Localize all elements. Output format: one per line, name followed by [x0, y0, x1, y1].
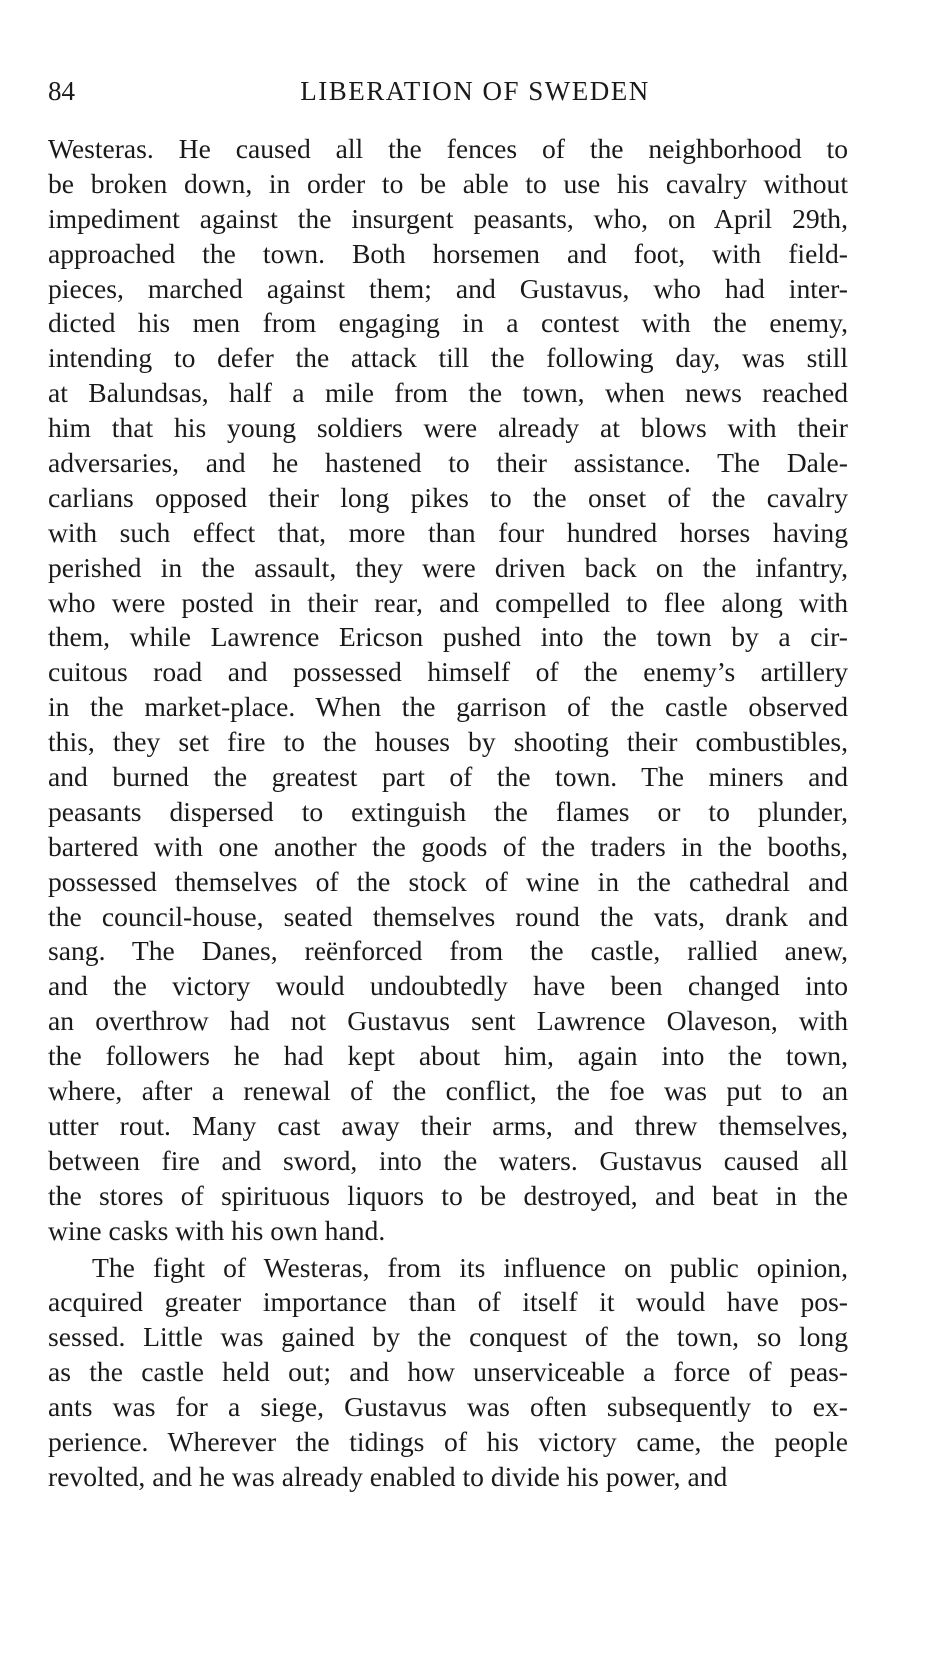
text-line: bartered with one another the goods of the traders in the booths, — [48, 830, 848, 862]
text-line: where, after a renewal of the conflict, the foe was put to an — [48, 1075, 848, 1107]
text-line: be broken down, in order to be able to use his cavalry without — [48, 167, 848, 199]
text-line: as the castle held out; and how unserviceable a force of peas- — [48, 1356, 848, 1388]
text-line: adversaries, and he hastened to their assistance. The Dale- — [48, 447, 848, 479]
text-line: pieces, marched against them; and Gustavus, who had inter- — [48, 272, 848, 304]
text-line: intending to defer the attack till the following day, was still — [48, 342, 848, 374]
text-line: approached the town. Both horsemen and foot, with field- — [48, 237, 848, 269]
text-line: between fire and sword, into the waters. Gustavus caused all — [48, 1144, 848, 1176]
text-line: peasants dispersed to extinguish the flames or to plunder, — [48, 795, 848, 827]
text-line: impediment against the insurgent peasants, who, on April 29th, — [48, 202, 848, 234]
text-line: perished in the assault, they were driven back on the infantry, — [48, 551, 848, 583]
text-line: acquired greater importance than of itself it would have pos- — [48, 1286, 848, 1318]
text-line: ants was for a siege, Gustavus was often subsequently to ex- — [48, 1391, 848, 1423]
text-line: an overthrow had not Gustavus sent Lawrence Olaveson, with — [48, 1005, 848, 1037]
text-line: revolted, and he was already enabled to divide his power, and — [48, 1460, 728, 1492]
text-line: the followers he had kept about him, again into the town, — [48, 1040, 848, 1072]
text-line: them, while Lawrence Ericson pushed into the town by a cir- — [48, 621, 848, 653]
page-number: 84 — [48, 76, 75, 106]
text-line: with such effect that, more than four hundred horses having — [48, 516, 848, 548]
text-line: who were posted in their rear, and compelled to flee along with — [48, 586, 848, 618]
text-line: at Balundsas, half a mile from the town, when news reached — [48, 377, 848, 409]
text-line: and burned the greatest part of the town. The miners and — [48, 761, 848, 793]
text-line: the council-house, seated themselves round the vats, drank and — [48, 900, 848, 932]
text-line: sessed. Little was gained by the conquest of the town, so long — [48, 1321, 848, 1353]
text-line: in the market-place. When the garrison of the castle observed — [48, 691, 848, 723]
text-line: this, they set fire to the houses by shooting their combustibles, — [48, 726, 848, 758]
text-line: him that his young soldiers were already at blows with their — [48, 412, 848, 444]
text-line: the stores of spirituous liquors to be destroyed, and beat in the — [48, 1179, 848, 1211]
text-line: carlians opposed their long pikes to the onset of the cavalry — [48, 481, 848, 513]
text-line: wine casks with his own hand. — [48, 1214, 386, 1246]
paragraph — [48, 1251, 848, 1495]
text-line: dicted his men from engaging in a contest with the enemy, — [48, 307, 848, 339]
text-line: sang. The Danes, reënforced from the castle, rallied anew, — [48, 935, 848, 967]
text-line: and the victory would undoubtedly have been changed into — [48, 970, 848, 1002]
page-header — [48, 76, 902, 116]
text-line: utter rout. Many cast away their arms, and threw themselves, — [48, 1109, 848, 1141]
running-title: LIBERATION OF SWEDEN — [300, 76, 650, 106]
text-line: perience. Wherever the tidings of his victory came, the people — [48, 1425, 848, 1457]
text-line: cuitous road and possessed himself of the enemy’s artillery — [48, 656, 848, 688]
text-line: possessed themselves of the stock of wine in the cathedral and — [48, 865, 848, 897]
paragraph — [48, 132, 848, 1249]
text-line: The fight of Westeras, from its influence on public opinion, — [92, 1251, 848, 1283]
text-line: Westeras. He caused all the fences of the neighborhood to — [48, 133, 848, 164]
body-text — [48, 132, 848, 1495]
